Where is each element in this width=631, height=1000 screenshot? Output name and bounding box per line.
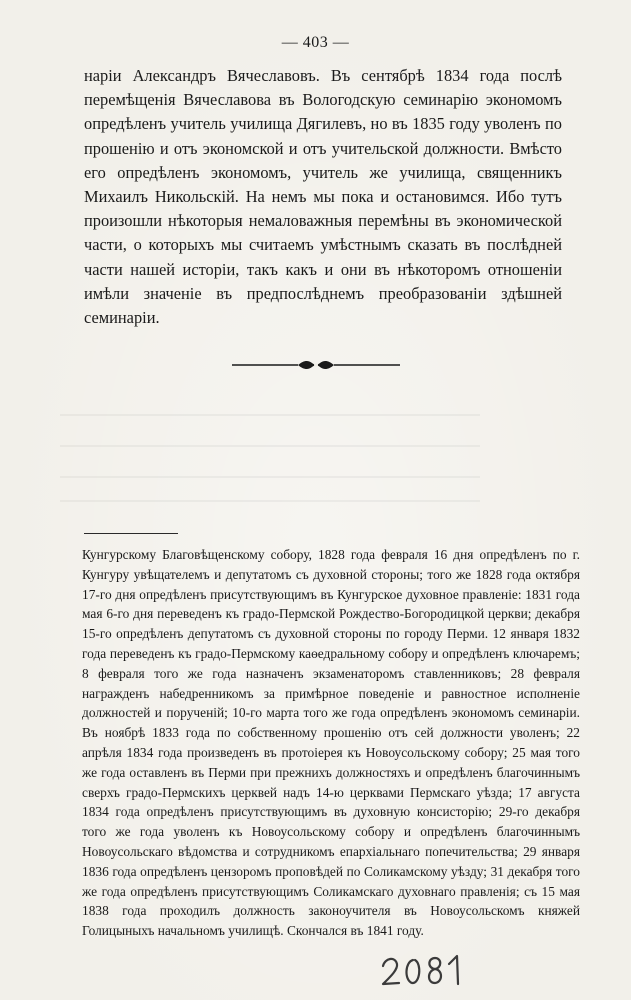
footnote-rule xyxy=(84,533,178,534)
handwritten-number xyxy=(379,950,469,990)
bleed-through-line xyxy=(60,445,480,447)
bleed-through-line xyxy=(60,500,480,502)
main-text: нарiи Александръ Вячеславовъ. Въ сентябрѣ 1834 года послѣ перемѣщенiя Вячеславова въ Вологодскую семинарiю экономомъ опредѣленъ учитель училища Дягилевъ, но въ 1835 году уволенъ по прошенiю и отъ экономской и отъ учительской должности. Вмѣсто его опредѣленъ экономомъ, учитель же училища, священникъ Михаилъ Никольскiй. На немъ мы пока и остановимся. Ибо тутъ произошли нѣкоторыя немаловажныя перемѣны въ экономической части, о которыхъ мы считаемъ умѣстнымъ сказать въ послѣдней части нашей исторiи, такъ какъ и они въ нѣкоторомъ отношенiи имѣли значенiе въ предпослѣднемъ преобразованiи здѣшней семинарiи. xyxy=(84,66,562,328)
section-divider-ornament xyxy=(232,356,400,374)
page-number: — 403 — xyxy=(281,34,350,51)
bleed-through-line xyxy=(60,476,480,478)
bleed-through-line xyxy=(60,414,480,416)
footnote-text: Кунгурскому Благовѣщенскому собору, 1828 года февраля 16 дня опредѣленъ по г. Кунгуру увѣщателемъ и депутатомъ съ духовной стороны; того же 1828 года октября 17-го дня опредѣленъ присутствующимъ въ Кунгурское духовное правленiе: 1831 года мая 6-го дня переведенъ къ градо-Пермской Рождество-Богородицкой церкви; декабря 15-го опредѣленъ депутатомъ съ духовной стороны по городу Перми. 12 января 1832 года переведенъ къ градо-Пермскому каѳедральному собору и опредѣленъ ключаремъ; 8 февраля того же года назначенъ экзаменаторомъ ставленниковъ; 28 февраля награжденъ набедренникомъ за примѣрное поведенiе и равностное исполненiе должностей и порученiй; 10-го марта того же года опредѣленъ экономомъ семинарiи. Въ ноябрѣ 1833 года по собственному прошенiю отъ сей должности уволенъ; 22 апрѣля 1834 года произведенъ въ протоiерея къ Новоусольскому собору; 25 мая того же года оставленъ въ Перми при прежнихъ должностяхъ и опредѣленъ благочиннымъ сверхъ градо-Пермскихъ церквей надъ 14-ю церквами Пермскаго уѣзда; 17 августа 1834 года опредѣленъ присутствующимъ въ духовную консисторiю; 29-го декабря того же года уволенъ къ Новоусольскому собору и опредѣленъ благочиннымъ Новоусольскаго вѣдомства и сотрудникомъ епархiальнаго попечительства; 29 января 1836 года опредѣленъ цензоромъ проповѣдей по Соликамскому уѣзду; 31 декабря того же года опредѣленъ присутствующимъ Соликамскаго духовнаго правленiя; съ 15 мая 1838 года проходилъ должность законоучителя въ Новоусольскомъ княжей Голицыныхъ начальномъ училищѣ. Скончался въ 1841 году. xyxy=(82,547,580,939)
